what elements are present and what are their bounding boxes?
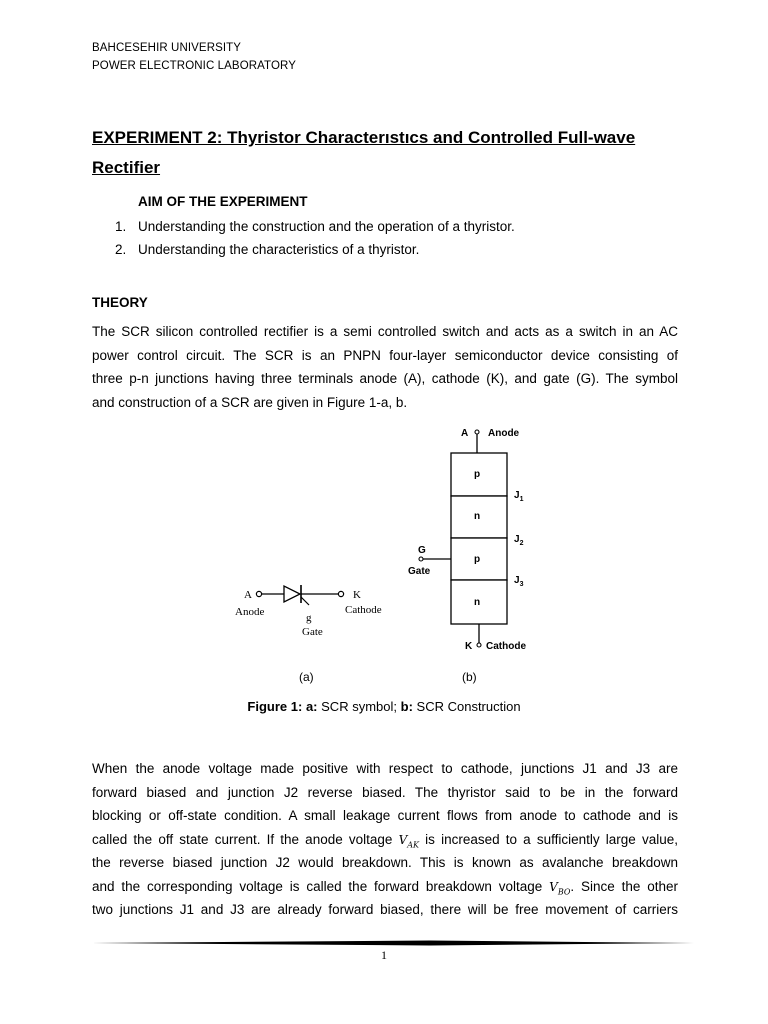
text-segment: called the off state current. If the anode voltage [92, 831, 393, 847]
paragraph-line: forward biased and junction J2 reverse biased. The thyristor said to be in the forward [92, 784, 678, 800]
layer-n2-label: n [474, 597, 481, 608]
construction-gate-letter: G [418, 545, 426, 556]
paragraph-line: blocking or off-state condition. A small leakage current flows from anode to cathode and is [92, 808, 678, 823]
experiment-title: EXPERIMENT 2: Thyristor Characterıstıcs and Controlled Full-wave [92, 128, 636, 147]
vbo-symbol: $V_{BO}$ [549, 879, 571, 896]
construction-gate-label: Gate [408, 566, 431, 577]
footer-divider [92, 941, 694, 946]
aim-item-1: Understanding the construction and the operation of a thyristor. [138, 219, 515, 234]
paragraph-line: The SCR silicon controlled rectifier is a semi controlled switch and acts as a switch in an AC [92, 324, 678, 339]
header-laboratory: POWER ELECTRONIC LABORATORY [92, 60, 296, 72]
page-number: 1 [381, 948, 387, 962]
symbol-cathode-label: Cathode [345, 604, 382, 616]
vak-symbol: $V_{AK}$ [398, 832, 420, 849]
caption-a-text: SCR symbol; [321, 699, 397, 714]
header-university: BAHCESEHIR UNIVERSITY [92, 42, 242, 54]
layer-p1-label: p [474, 469, 481, 480]
caption-b-text: SCR Construction [416, 699, 521, 714]
experiment-title-cont: Rectifier [92, 158, 161, 177]
aim-heading: AIM OF THE EXPERIMENT [138, 194, 308, 209]
aim-item-2: Understanding the characteristics of a thyristor. [138, 242, 420, 257]
symbol-cathode-letter: K [353, 589, 361, 601]
junction-j3-label: $J_3$ [514, 575, 524, 588]
paragraph-line: and construction of a SCR are given in Figure 1-a, b. [92, 394, 408, 410]
theory-heading: THEORY [92, 295, 148, 310]
junction-j1-label: $J_1$ [514, 490, 524, 503]
construction-anode-letter: A [461, 428, 469, 439]
paragraph-line: the reverse biased junction J2 would breakdown. This is known as avalanche breakdown [92, 855, 678, 870]
symbol-gate-label: Gate [302, 626, 323, 638]
text-segment: is increased to a sufficiently large value, [425, 831, 678, 847]
caption-figure-number: Figure 1: [247, 699, 303, 714]
paragraph-line: When the anode voltage made positive with respect to cathode, junctions J1 and J3 are [92, 761, 678, 776]
figure-label-b: (b) [462, 670, 477, 684]
text-segment: . Since the other [570, 878, 678, 894]
layer-p2-label: p [474, 554, 481, 565]
symbol-anode-label: Anode [235, 606, 265, 618]
construction-anode-label: Anode [488, 428, 520, 439]
paragraph-line: power control circuit. The SCR is an PNPN four-layer semiconductor device consisting of [92, 347, 678, 363]
symbol-gate-letter: g [306, 612, 312, 624]
paragraph-line: three p-n junctions having three terminals anode (A), cathode (K), and gate (G). The symbol [92, 371, 678, 386]
symbol-anode-letter: A [244, 589, 252, 601]
text-segment: and the corresponding voltage is called the forward breakdown voltage [92, 878, 543, 894]
construction-cathode-label: Cathode [486, 641, 526, 652]
paragraph-line: two junctions J1 and J3 are already forward biased, there will be free movement of carriers [92, 902, 678, 917]
caption-b-marker: b: [400, 699, 413, 714]
junction-j2-label: $J_2$ [514, 534, 524, 547]
layer-n1-label: n [474, 511, 481, 522]
figure-label-a: (a) [299, 670, 314, 684]
aim-item-1-number: 1. [115, 219, 127, 234]
caption-a-marker: a: [305, 699, 318, 714]
aim-item-2-number: 2. [115, 242, 127, 257]
construction-cathode-letter: K [465, 641, 473, 652]
